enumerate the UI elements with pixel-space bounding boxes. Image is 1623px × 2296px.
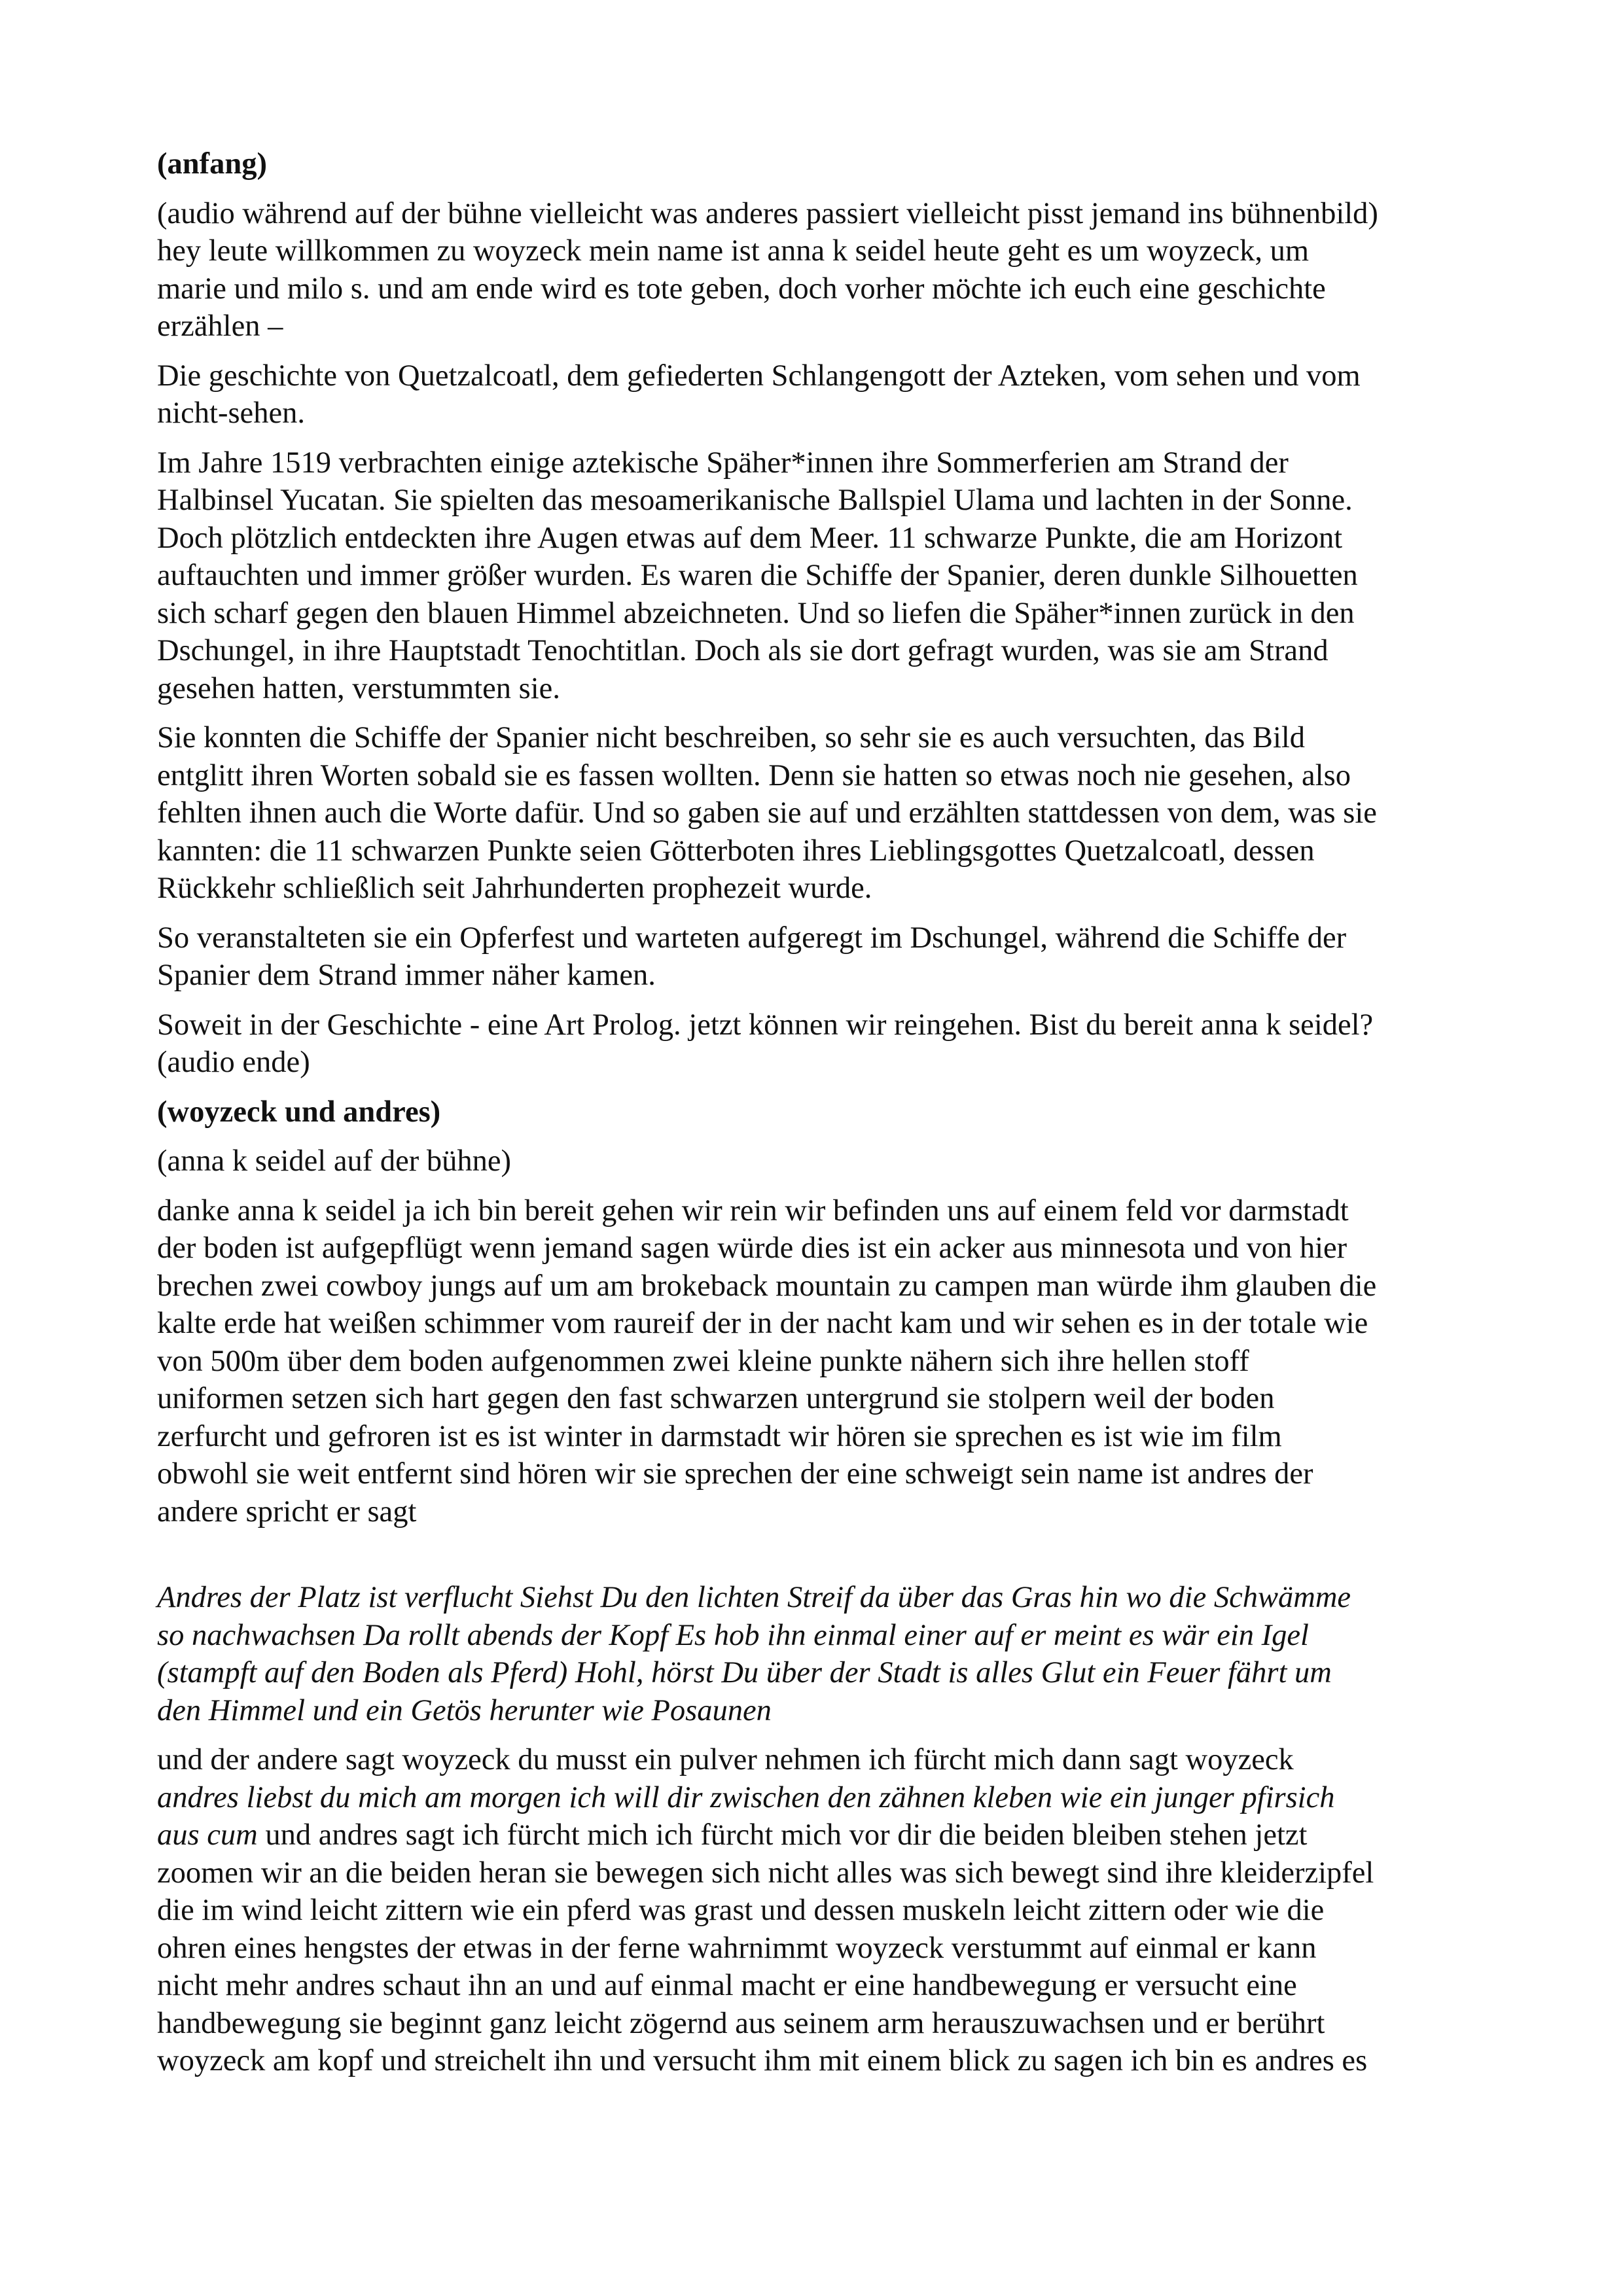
text-line: sich scharf gegen den blauen Himmel abzeichneten. Und so liefen die Späher*innen zurück in den xyxy=(157,596,1355,630)
quote-line: so nachwachsen Da rollt abends der Kopf Es hob ihn einmal einer auf er meint es wär ein Igel xyxy=(157,1618,1309,1652)
text-line: Doch plötzlich entdeckten ihre Augen etwas auf dem Meer. 11 schwarze Punkte, die am Horizont xyxy=(157,521,1343,555)
quote-line: (stampft auf den Boden als Pferd) Hohl, hörst Du über der Stadt is alles Glut ein Feuer fährt um xyxy=(157,1656,1332,1689)
text-line: Im Jahre 1519 verbrachten einige aztekische Späher*innen ihre Sommerferien am Strand der xyxy=(157,446,1289,480)
paragraph-schiffe xyxy=(157,719,1486,908)
text-line: obwohl sie weit entfernt sind hören wir sie sprechen der eine schweigt sein name ist andres der xyxy=(157,1457,1313,1491)
text-line: (audio ende) xyxy=(157,1046,310,1079)
text-line: auftauchten und immer größer wurden. Es waren die Schiffe der Spanier, deren dunkle Silhouetten xyxy=(157,559,1358,592)
paragraph-stage-direction: (anna k seidel auf der bühne) xyxy=(157,1144,511,1178)
text-line: zerfurcht und gefroren ist es ist winter in darmstadt wir hören sie sprechen es ist wie im film xyxy=(157,1419,1282,1453)
quote-fragment: aus cum xyxy=(157,1818,258,1852)
text-line: Spanier dem Strand immer näher kamen. xyxy=(157,959,656,992)
text-line: die im wind leicht zittern wie ein pferd was grast und dessen muskeln leicht zittern oder wie die xyxy=(157,1894,1325,1927)
paragraph-prolog xyxy=(157,1006,1486,1082)
paragraph-woyzeck-andres-dialogue xyxy=(157,1741,1486,2080)
paragraph-quetzalcoatl xyxy=(157,357,1486,433)
text-line: fehlten ihnen auch die Worte dafür. Und so gaben sie auf und erzählten stattdessen von dem, was sie xyxy=(157,796,1377,830)
text-line: Sie konnten die Schiffe der Spanier nicht beschreiben, so sehr sie es auch versuchten, das Bild xyxy=(157,721,1306,754)
text-line: Soweit in der Geschichte - eine Art Prolog. jetzt können wir reingehen. Bist du bereit anna k seidel? xyxy=(157,1008,1374,1042)
text-line: marie und milo s. und am ende wird es tote geben, doch vorher möchte ich euch eine geschichte xyxy=(157,272,1326,306)
heading-woyzeck-und-andres: (woyzeck und andres) xyxy=(157,1095,441,1129)
text-line: Halbinsel Yucatan. Sie spielten das mesoamerikanische Ballspiel Ulama und lachten in der Sonne. xyxy=(157,484,1353,517)
text-line: kannten: die 11 schwarzen Punkte seien Götterboten ihres Lieblingsgottes Quetzalcoatl, dessen xyxy=(157,834,1315,868)
text-line: andere spricht er sagt xyxy=(157,1494,417,1528)
text-line: von 500m über dem boden aufgenommen zwei kleine punkte nähern sich ihre hellen stoff xyxy=(157,1344,1249,1378)
text-line: ohren eines hengstes der etwas in der ferne wahrnimmt woyzeck verstummt auf einmal er kann xyxy=(157,1931,1317,1965)
text-line: kalte erde hat weißen schimmer vom raureif der in der nacht kam und wir sehen es in der totale wie xyxy=(157,1307,1368,1340)
text-line: Dschungel, in ihre Hauptstadt Tenochtitlan. Doch als sie dort gefragt wurden, was sie am Strand xyxy=(157,634,1329,667)
quote-line: den Himmel und ein Getös herunter wie Posaunen xyxy=(157,1693,772,1727)
paragraph-opferfest xyxy=(157,919,1486,995)
text-line: hey leute willkommen zu woyzeck mein name ist anna k seidel heute geht es um woyzeck, um xyxy=(157,234,1310,268)
text-line: zoomen wir an die beiden heran sie bewegen sich nicht alles was sich bewegt sind ihre kleiderzipfel xyxy=(157,1856,1374,1890)
text-line: nicht-sehen. xyxy=(157,397,305,430)
heading-anfang: (anfang) xyxy=(157,147,267,181)
paragraph-feld xyxy=(157,1192,1486,1531)
text-line: Rückkehr schließlich seit Jahrhunderten prophezeit wurde. xyxy=(157,872,872,905)
text-line-mixed xyxy=(157,1816,1486,1854)
text-line: nicht mehr andres schaut ihn an und auf einmal macht er eine handbewegung er versucht eine xyxy=(157,1969,1297,2002)
text-line: brechen zwei cowboy jungs auf um am brokeback mountain zu campen man würde ihm glauben die xyxy=(157,1269,1377,1303)
paragraph-quote xyxy=(157,1579,1486,1729)
paragraph-intro xyxy=(157,195,1486,345)
quote-line: andres liebst du mich am morgen ich will dir zwischen den zähnen kleben wie ein junger pfirsich xyxy=(157,1780,1335,1814)
text-fragment: und andres sagt ich fürcht mich ich fürcht mich vor dir die beiden bleiben stehen jetzt xyxy=(257,1818,1308,1852)
text-line: Die geschichte von Quetzalcoatl, dem gefiederten Schlangengott der Azteken, vom sehen und vom xyxy=(157,359,1361,393)
text-line: danke anna k seidel ja ich bin bereit gehen wir rein wir befinden uns auf einem feld vor darmstadt xyxy=(157,1193,1349,1227)
text-line: uniformen setzen sich hart gegen den fast schwarzen untergrund sie stolpern weil der boden xyxy=(157,1382,1275,1415)
text-line: gesehen hatten, verstummten sie. xyxy=(157,671,560,705)
text-line: (audio während auf der bühne vielleicht was anderes passiert vielleicht pisst jemand ins bühnenbild) xyxy=(157,196,1378,230)
text-line: und der andere sagt woyzeck du musst ein pulver nehmen ich fürcht mich dann sagt woyzeck xyxy=(157,1743,1294,1776)
paragraph-1519 xyxy=(157,444,1486,708)
text-line: So veranstalteten sie ein Opferfest und warteten aufgeregt im Dschungel, während die Schiffe der xyxy=(157,921,1347,955)
quote-line: Andres der Platz ist verflucht Siehst Du den lichten Streif da über das Gras hin wo die Schwämme xyxy=(157,1581,1351,1614)
text-line: erzählen – xyxy=(157,309,283,343)
text-line: handbewegung sie beginnt ganz leicht zögernd aus seinem arm herauszuwachsen und er berührt xyxy=(157,2006,1325,2040)
document-page xyxy=(157,145,1486,2092)
text-line: woyzeck am kopf und streichelt ihn und versucht ihm mit einem blick zu sagen ich bin es andres es xyxy=(157,2044,1368,2077)
text-line: der boden ist aufgepflügt wenn jemand sagen würde dies ist ein acker aus minnesota und von hier xyxy=(157,1231,1347,1265)
text-line: entglitt ihren Worten sobald sie es fassen wollten. Denn sie hatten so etwas noch nie gesehen, also xyxy=(157,758,1351,792)
